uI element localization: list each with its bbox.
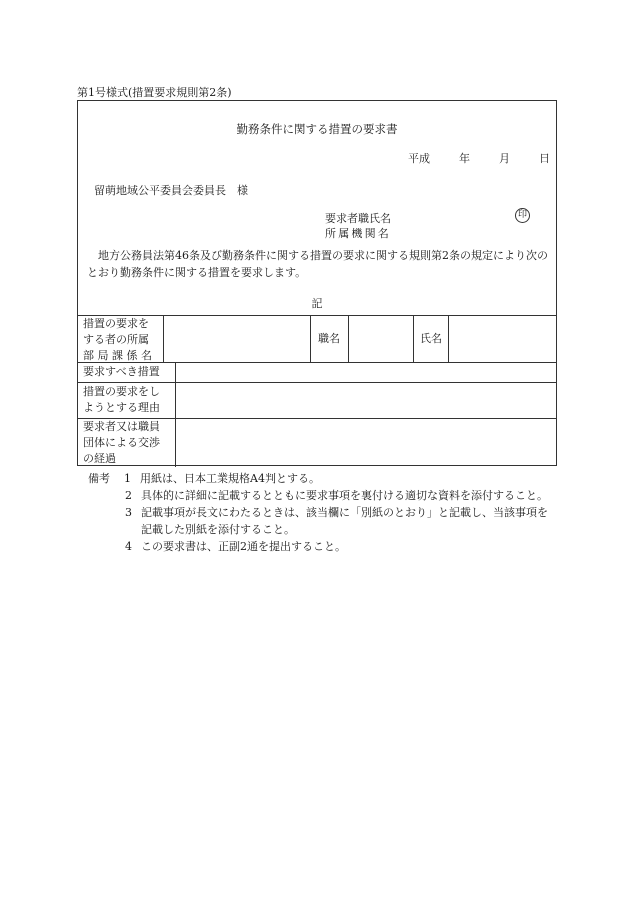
date-month: 月	[499, 152, 510, 165]
date-era: 平成	[408, 152, 430, 165]
table-col-line-1	[163, 315, 164, 362]
requester-dept-label: 所属機関名	[325, 227, 391, 240]
request-form-frame	[77, 100, 557, 466]
row4-label: 要求者又は職員 団体による交渉 の経過	[83, 420, 160, 465]
row3-label: 措置の要求をし ようとする理由	[83, 385, 160, 414]
notes-lead: 備考	[88, 472, 110, 485]
row1-label: 措置の要求を する者の所属 部 局 課 係 名	[83, 317, 152, 362]
note-item-1: 備考 1 用紙は、日本工業規格A4判とする。	[88, 472, 320, 485]
request-body-text: 地方公務員法第46条及び勤務条件に関する措置の要求に関する規則第2条の規定により次のとおり勤務条件に関する措置を要求します。	[87, 249, 548, 279]
form-title: 勤務条件に関する措置の要求書	[236, 122, 398, 136]
date-year: 年	[459, 152, 470, 165]
table-col-line-4	[413, 315, 414, 362]
table-col-line-2	[310, 315, 311, 362]
seal-mark: 印	[515, 208, 530, 223]
table-col-line-1b	[175, 362, 176, 467]
note-item-3: 3 記載事項が長文にわたるときは、該当欄に「別紙のとおり」と記載し、当該事項を記載した別紙を添付すること。	[125, 506, 548, 536]
ki-heading: 記	[311, 297, 323, 310]
table-row-line-2	[78, 382, 556, 383]
notes-section	[88, 470, 558, 555]
form-number-caption: 第1号様式(措置要求規則第2条)	[77, 86, 232, 99]
note-item-4: 4 この要求書は、正副2通を提出すること。	[125, 540, 346, 553]
date-line	[408, 150, 550, 166]
addressee: 留萌地域公平委員会委員長 様	[94, 184, 248, 197]
note-item-2: 2 具体的に詳細に記載するとともに要求事項を裏付ける適切な資料を添付すること。	[125, 489, 548, 502]
post-label: 職名	[318, 332, 340, 345]
name-label: 氏名	[420, 332, 442, 345]
date-day: 日	[539, 152, 550, 165]
requester-name-label: 要求者職氏名	[325, 212, 391, 225]
table-col-line-3	[348, 315, 349, 362]
row2-label: 要求すべき措置	[83, 365, 160, 378]
table-col-line-5	[448, 315, 449, 362]
